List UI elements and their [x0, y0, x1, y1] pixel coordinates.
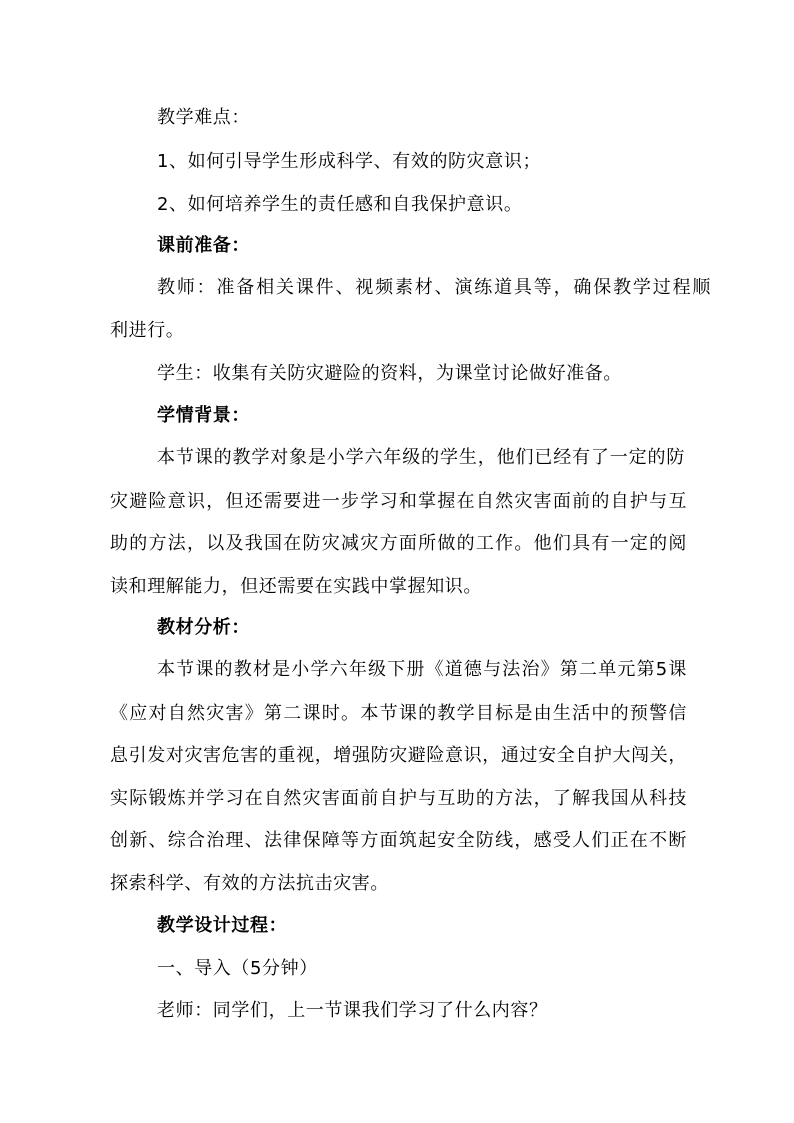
paragraph-teacher-question: 老师：同学们，上一节课我们学习了什么内容？ [157, 1000, 548, 1021]
heading-student-background: 学情背景： [157, 405, 250, 426]
paragraph-analysis-line-4: 实际锻炼并学习在自然灾害面前自护与互助的方法，了解我国从科技 [110, 788, 687, 809]
paragraph-background-line-4: 读和理解能力，但还需要在实践中掌握知识。 [110, 576, 482, 597]
paragraph-analysis-line-6: 探索科学、有效的方法抗击灾害。 [110, 873, 389, 894]
difficulty-item-1: 1、如何引导学生形成科学、有效的防灾意识； [157, 151, 542, 172]
paragraph-background-line-3: 助的方法，以及我国在防灾减灾方面所做的工作。他们具有一定的阅 [110, 533, 687, 554]
paragraph-background-line-1: 本节课的教学对象是小学六年级的学生，他们已经有了一定的防 [157, 447, 685, 468]
paragraph-analysis-line-2: 《应对自然灾害》第二课时。本节课的教学目标是由生活中的预警信 [110, 703, 687, 724]
paragraph-analysis-line-3: 息引发对灾害危害的重视，增强防灾避险意识，通过安全自护大闯关， [110, 745, 687, 766]
heading-teaching-design: 教学设计过程： [157, 915, 288, 936]
heading-textbook-analysis: 教材分析： [157, 617, 250, 638]
paragraph-analysis-line-5: 创新、综合治理、法律保障等方面筑起安全防线，感受人们正在不断 [110, 830, 687, 851]
section-introduction: 一、导入（5分钟） [157, 958, 318, 979]
paragraph-teacher-prep-line-2: 利进行。 [110, 320, 185, 341]
paragraph-teacher-prep-line-1: 教师：准备相关课件、视频素材、演练道具等，确保教学过程顺 [157, 277, 711, 298]
paragraph-analysis-line-1: 本节课的教材是小学六年级下册《道德与法治》第二单元第5课 [157, 659, 687, 680]
heading-preparation: 课前准备： [157, 235, 250, 256]
difficulty-item-2: 2、如何培养学生的责任感和自我保护意识。 [157, 194, 523, 215]
paragraph-background-line-2: 灾避险意识，但还需要进一步学习和掌握在自然灾害面前的自护与互 [110, 491, 687, 512]
paragraph-student-prep: 学生：收集有关防灾避险的资料，为课堂讨论做好准备。 [157, 363, 622, 384]
heading-teaching-difficulties: 教学难点： [157, 107, 250, 128]
